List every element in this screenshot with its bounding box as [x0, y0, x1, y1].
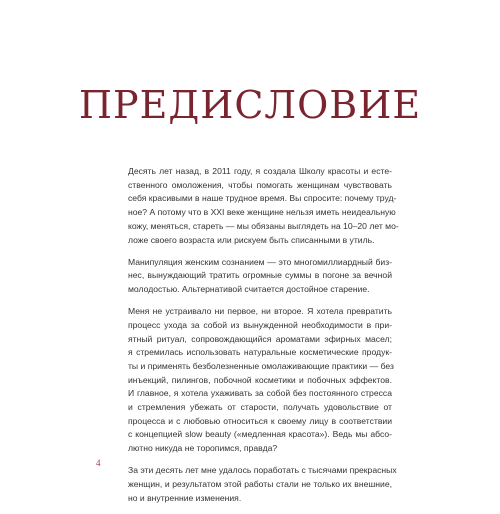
- paragraph-3: [128, 305, 392, 456]
- text-line: За эти десять лет мне удалось поработать с тысячами прекрасных: [128, 465, 397, 476]
- text-line: процесс ухода за собой из вынужденной необходимости в при-: [128, 319, 392, 330]
- text-line: нес, вынуждающий тратить огромные суммы в погоне за вечной: [128, 270, 392, 281]
- text-line: себя красивыми в наше трудное время. Вы спросите: почему труд-: [128, 193, 397, 204]
- text-line: ложе своего возраста или рискуем быть списанными в утиль.: [128, 234, 375, 245]
- text-line: кожу, меняться, стареть — мы обязаны выглядеть на 10–20 лет мо-: [128, 220, 399, 231]
- text-line: лютно никуда не торопимся, правда?: [128, 443, 278, 454]
- text-line: ты и применять безболезненные омолаживающие практики — без: [128, 360, 394, 371]
- text-line: ственного омоложения, чтобы помогать женщинам чувствовать: [128, 179, 392, 190]
- foreword-body: [128, 165, 399, 514]
- paragraph-1: [128, 165, 399, 247]
- text-line: процесса и с любовью относиться к своему лицу в соответствии: [128, 415, 392, 426]
- text-line: Меня не устраивало ни первое, ни второе. Я хотела превратить: [128, 306, 392, 317]
- text-line: Десять лет назад, в 2011 году, я создала Школу красоты и есте-: [128, 166, 392, 176]
- paragraph-2: [128, 256, 392, 297]
- text-line: но и внутренние изменения.: [128, 492, 242, 503]
- text-line: ятный ритуал, сопровождающийся ароматами эфирных масел;: [128, 333, 392, 344]
- text-line: Манипуляция женским сознанием — это многомиллиардный биз-: [128, 256, 392, 267]
- text-line: с концепцией slow beauty («медленная красота»). Ведь мы абсо-: [128, 429, 392, 440]
- page-title: ПРЕДИСЛОВИЕ: [78, 83, 422, 127]
- text-line: я стремилась использовать натуральные косметические продук-: [128, 347, 392, 358]
- text-line: И главное, я хотела ухаживать за собой без постоянного стресса: [128, 388, 392, 399]
- paragraph-4: [128, 464, 397, 505]
- text-line: ное? А потому что в XXI веке женщине нельзя иметь неидеальную: [128, 207, 396, 218]
- text-line: молодостью. Альтернативой считается достойное старение.: [128, 284, 370, 295]
- text-line: женщин, и результатом этой работы стали не только их внешние,: [128, 478, 392, 489]
- text-line: и стремления убежать от старости, получать удовольствие от: [128, 402, 392, 413]
- page-number: 4: [96, 458, 101, 468]
- text-line: инъекций, пилингов, побочной косметики и побочных эффектов.: [128, 374, 392, 385]
